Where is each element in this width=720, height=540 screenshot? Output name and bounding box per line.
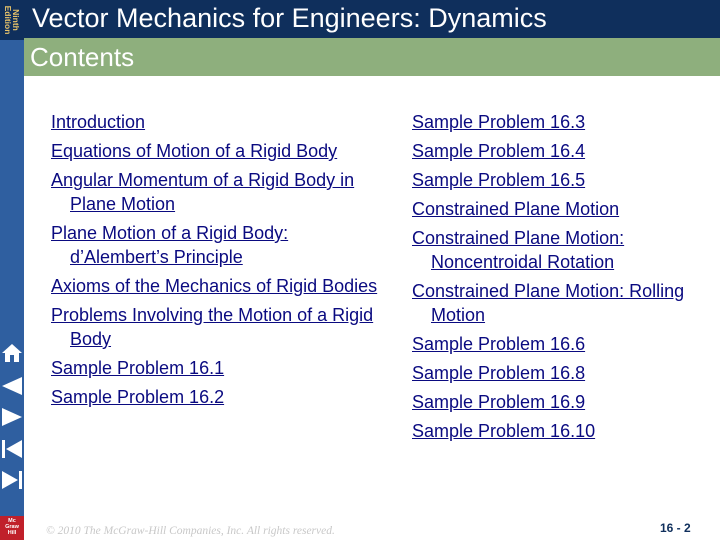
edition-label: Ninth Edition [3, 5, 21, 35]
home-icon[interactable] [0, 341, 24, 365]
contents-link[interactable]: Constrained Plane Motion [412, 199, 620, 219]
publisher-logo: Mc Graw Hill [0, 516, 24, 540]
contents-link[interactable]: Constrained Plane Motion: Noncentroidal Rotation [412, 228, 625, 272]
section-title: Contents [30, 42, 135, 72]
contents-link[interactable]: Sample Problem 16.3 [412, 112, 586, 132]
contents-link[interactable]: Problems Involving the Motion of a Rigid Body [51, 305, 374, 349]
copyright-notice: © 2010 The McGraw-Hill Companies, Inc. All rights reserved. [46, 525, 335, 537]
first-slide-icon[interactable] [0, 437, 24, 461]
previous-slide-icon[interactable] [0, 374, 24, 398]
contents-link[interactable]: Axioms of the Mechanics of Rigid Bodies [51, 276, 378, 296]
contents-link[interactable]: Plane Motion of a Rigid Body: d’Alembert’s Principle [51, 223, 289, 267]
contents-link[interactable]: Sample Problem 16.1 [51, 358, 225, 378]
contents-link[interactable]: Sample Problem 16.9 [412, 392, 586, 412]
contents-link[interactable]: Sample Problem 16.6 [412, 334, 586, 354]
contents-link[interactable]: Sample Problem 16.4 [412, 141, 586, 161]
contents-link[interactable]: Constrained Plane Motion: Rolling Motion [412, 281, 685, 325]
contents-right-column [412, 110, 712, 448]
contents-left-column [51, 110, 381, 414]
contents-link[interactable]: Angular Momentum of a Rigid Body in Plane Motion [51, 170, 355, 214]
page-title: Vector Mechanics for Engineers: Dynamics [32, 3, 547, 33]
next-slide-icon[interactable] [0, 405, 24, 429]
contents-link[interactable]: Equations of Motion of a Rigid Body [51, 141, 338, 161]
contents-link[interactable]: Sample Problem 16.2 [51, 387, 225, 407]
edition-badge [0, 0, 24, 40]
section-bar [24, 38, 720, 76]
contents-link[interactable]: Sample Problem 16.8 [412, 363, 586, 383]
title-bar [24, 0, 720, 38]
contents-link[interactable]: Sample Problem 16.5 [412, 170, 586, 190]
last-slide-icon[interactable] [0, 468, 24, 492]
contents-link[interactable]: Introduction [51, 112, 146, 132]
contents-link[interactable]: Sample Problem 16.10 [412, 421, 596, 441]
slide-number: 16 - 2 [660, 521, 691, 535]
